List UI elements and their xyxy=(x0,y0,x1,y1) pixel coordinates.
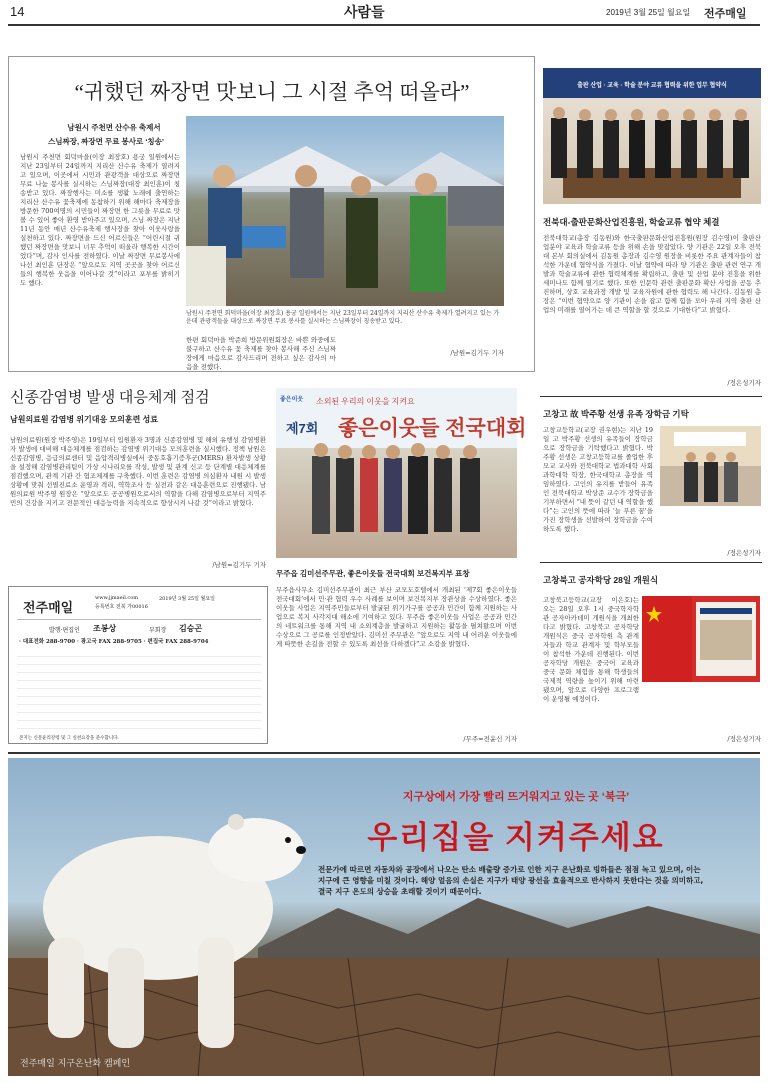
event-banner-small: 소외된 우리의 이웃을 지켜요 xyxy=(316,397,415,406)
event-byline: /무주=전윤신 기자 xyxy=(463,735,517,743)
header-rule xyxy=(8,24,760,26)
flag-illustration xyxy=(642,596,760,682)
editor-name: 김승곤 xyxy=(179,623,203,633)
masthead-info1: 2019년 3월 25일 월요일 xyxy=(159,596,216,602)
page-number: 14 xyxy=(10,4,25,19)
mountains xyxy=(258,898,760,958)
infect-headline: 신종감염병 발생 대응체계 점검 xyxy=(10,390,210,406)
academy-byline: /정은성기자 xyxy=(727,735,761,743)
lead-headline: “귀했던 짜장면 맛보니 그 시절 추억 떠올라” xyxy=(74,80,470,104)
polar-bear-scene xyxy=(8,758,760,1076)
lead-subhead-2: 스님짜장, 짜장면 무료 봉사로 ‘칭송’ xyxy=(47,137,164,146)
masthead-name: 전주매일 xyxy=(23,600,74,615)
jbnu-headline: 전북대-출판문화산업진흥원, 학술교류 협약 체결 xyxy=(543,217,720,227)
ad-title: 우리집을 지켜주세요 xyxy=(367,820,665,855)
red-dress xyxy=(360,458,378,532)
masthead-footer: 본지는 신문윤리강령 및 그 실천요강을 준수합니다. xyxy=(19,736,119,741)
lead-subhead-1: 남원시 주천면 산수유 축제서 xyxy=(67,123,161,132)
event-banner-ordinal: 제7회 xyxy=(286,421,319,436)
event-body: 무주읍사무소 김미선주무관이 최근 부산 코모도호텔에서 개최된 ‘제7회 좋은이웃들 전국대회’에서 민·관 협력 우수 사례를 보이며 보건복지부 장관상을 수상하였다. 좋은이웃들 사업은 지역주민들로부터 발굴된 위기가구를 공공과 민간이 함께 지원하는 사업으로 복지 사각지대 해소에 기여하고 있다. 무주읍 좋은이웃들 사업은 공공과 민간의 네트워크를 통해 지역 내 소외계층을 발굴하고 지원하는 활동을 펼쳐왔으며 이번 수상으로 그 공로를 인정받았다. 김미선 주무관은 “앞으로도 지역 내 어려운 이웃들에게 따뜻한 손길을 전할 수 있도록 최선을 다하겠다”고 소감을 밝혔다. xyxy=(276,586,517,648)
signing-illustration xyxy=(543,68,761,204)
person xyxy=(213,165,235,187)
ad-tagline: 지구상에서 가장 빨리 뜨거워지고 있는 곳 ‘북극’ xyxy=(402,791,630,803)
publisher-name: 조봉상 xyxy=(93,623,117,633)
lead-photo xyxy=(186,116,504,306)
lead-byline: /남원=김기두 기자 xyxy=(450,349,504,357)
ad-body: 전문가에 따르면 자동차와 공장에서 나오는 탄소 배출량 증가로 인한 지구 온난화로 빙하들은 점점 녹고 있으며, 이는 지구에 큰 영향을 미칠 것이다. 해양 얼음의 손실은 지구가 태양 광선을 효율적으로 반사하지 못한다는 것을 의미하고, 결국 지구 온도의 상승을 초래할 것이기 때문이다. xyxy=(318,865,704,896)
scholarship-photo xyxy=(660,426,761,506)
ad-credit: 전주매일 지구온난화 캠페인 xyxy=(20,1059,131,1069)
jbnu-photo xyxy=(543,68,761,204)
academy-headline: 고창북고 공자학당 28일 개원식 xyxy=(543,575,659,585)
masthead-info2: 등록번호 전북 가00016 xyxy=(95,604,148,610)
masthead-contacts: · 대표전화 288-9700 · 광고국 FAX 288-9705 · 편집국 FAX 288-9704 xyxy=(19,639,209,645)
event-banner-org: 좋은이웃 xyxy=(280,397,304,403)
section-title: 사람들 xyxy=(344,4,385,20)
scholarship-byline: /정은성기자 xyxy=(727,549,761,557)
jbnu-byline: /정은성기자 xyxy=(727,379,761,387)
academy-photo xyxy=(642,596,760,682)
academy-body-tail xyxy=(543,706,761,730)
volunteers-illustration xyxy=(186,116,504,306)
lead-body: 남원시 주천면 회덕마을(이장 최장호) 용궁 일원에서는 지난 23일부터 24일까지 지리산 산수유 축제가 열려지고 있으며, 이곳에서 시민과 관광객을 대상으로 짜장면 무료 나눔 봉사를 실시하는 스님짜장(대장 최인훈)이 칭송받고 있다. 짜장행사는 미소를 생활 노래에 출연하는 지리산 산수유 꽃축제에 동참하기 위해 해마다 축제장을 방문한 700여명의 시민들이 짜장면 한 그릇을 무료로 맛볼 수 있어 좋아 환영 받아주고 있으며, 스님 짜장은 지난 11년 동안 매년 산수유축제 행사장을 찾아 이웃사랑을 실천하고 있다. 짜장면을 드신 어르신들은 “어린시절 귀했던 짜장면을 맛보니 너무 추억이 떠올라 행복한 시간이었다”며, 감사 인사를 전하였다. 이날 짜장면 무료봉사에 나선 최인훈 단장은 “앞으로도 지역 곳곳을 찾아 어르신들의 행복한 웃음을 이어나갈 것”이라고 포부를 밝히기도 했다. xyxy=(20,153,180,287)
lead-photo-caption: 남원시 주천면 회덕마을(이장 최장호) 용궁 일원에서는 지난 23일부터 24일까지 지리산 산수유 축제가 열려지고 있는 가운데 관광객들을 대상으로 짜장면 무료 봉사를 실시하는 스님짜장이 칭송받고 있다. xyxy=(186,310,500,325)
infect-subhead: 남원의료원 감염병 위기대응 모의훈련 성료 xyxy=(10,415,158,424)
academy-body: 고창북고등학교(교장 이은호)는 오는 28일 오후 1시 중국학자학관 공자아카데미 개원식을 개최한다고 밝혔다. 고창북고 공자학당 개원식은 중국 공자학원 측 관계자들과 학교 관계자 및 학부모들이 참석한 가운데 진행된다. 이번 공자학당 개원은 중국어 교육과 중국 문화 체험을 통해 학생들의 국제적 역량을 높이기 위해 마련됐으며, 앞으로 다양한 프로그램이 운영될 예정이다. xyxy=(543,596,639,703)
infect-byline: /남원=김기두 기자 xyxy=(212,561,266,569)
scholarship-body: 고창교등학교(교장 권우현)는 지난 19일 고 박주황 선생의 유족들이 장학금으로 장학금을 기탁했다고 밝혔다. 박주황 선생은 고창고등학교를 졸업한 후 모교 교사와 전북대학교 법과대학 사회과학대학 학장, 한국대학교 총장을 역임하였다. 고인의 유지를 받들어 유족인 전북대학교 박상준 교수가 장학금을 기부하면서 “내 뜻이 같던 내 역할을 했다”는 고인의 뜻에 따라 ‘늘 푸른 꿈’을 가진 장학생을 선발하여 장학금을 수여하도록 했다. xyxy=(543,426,653,533)
event-banner-main: 좋은이웃들 전국대회 xyxy=(338,417,527,440)
masthead-box xyxy=(8,586,268,744)
directory-table xyxy=(17,649,261,731)
editor-label: 부회장 xyxy=(149,627,167,634)
masthead-url: www.jjmaeil.com xyxy=(95,595,138,601)
lead-tail-1: 한편 회덕마을 박준희 방문위원회장은 바쁜 와중에도 불구하고 산수유 꽃 축제를 찾아 봉사해 주신 스님짜장에게 마음으로 감사드리며 전하고 싶은 감사의 마음을 전했다. xyxy=(186,336,336,371)
campaign-ad xyxy=(8,758,760,1076)
jbnu-banner-text: 출판 산업 · 교육 · 학술 분야 교류 협력을 위한 업무 협약식 xyxy=(577,83,727,89)
infect-body: 남원의료원(원장 박주영)은 19일부터 입원환자 3명과 신종감염병 및 해외 유행성 감염병환자 발생에 대비해 대응체계를 점검하는 감염병 위기대응 모의훈련을 실시했다. 정책 남원은 신종감염병, 응급의료센터 및 음압격리병실에서 중동호흡기증후군(MERS) 환자발생 상황을 설정해 감염병관리팀이 가상 시나리오를 작성, 발생 및 관계 신고 등 단계별 대응체계를 점검했으며, 관계 기관 간 협조체계를 구축했다. 이번 훈련은 감염병 의심환자 내원 시 발생 상황에 맞춰 선별진료소 운영과 격리, 역학조사 등 실전과 같은 대응훈련으로 진행됐다. 남원의료원 박주영 원장은 “앞으로도 공공병원으로서의 역할을 다해 감염병으로부터 지역주민의 건강을 지키고 전문적인 대응능력을 지속적으로 향상시켜 나갈 것”이라고 밝혔다. xyxy=(10,436,266,507)
issue-date: 2019년 3월 25일 월요일 xyxy=(606,8,691,17)
scholarship-illustration xyxy=(660,426,761,506)
publisher-label: 발행·편집인 xyxy=(49,627,80,634)
paper-name: 전주매일 xyxy=(704,8,747,20)
event-photo xyxy=(276,388,527,558)
award-group-illustration xyxy=(276,388,517,558)
event-headline: 무주읍 김미선주무관, 좋은이웃들 전국대회 보건복지부 표창 xyxy=(276,569,470,578)
scholarship-headline: 고창고 故 박주황 선생 유족 장학금 기탁 xyxy=(543,409,689,419)
jbnu-body: 전북대학교(총장 김동원)와 한국출판문화산업진흥원(원장 김수영)이 출판산업분야 교육과 학술교류 등을 위해 손을 맞잡았다. 양 기관은 22일 오후 전북대 본부 회의실에서 김동원 총장과 김수영 원장을 비롯한 주요 관계자들이 참석한 가운데 협약식을 가졌다. 이날 협약에 따라 양 기관은 출판 관련 연구 개발과 학술교류에 관한 협력체계를 확립하고, 출판 및 산업 분야 진흥을 위한 세미나도 함께 열기로 했다. 또한 인문학 관련 출판문화 확산 사업을 공동 추진하며, 상호 교육과정 개발 및 교육자원에 관한 협력도 해 나간다. 김동원 총장은 “이번 협약으로 양 기관이 손을 잡고 함께 힘을 모아 우리 지역 출판 산업의 미래를 열어가는 데 큰 역할을 할 것으로 기대한다”고 밝혔다. xyxy=(543,234,761,314)
